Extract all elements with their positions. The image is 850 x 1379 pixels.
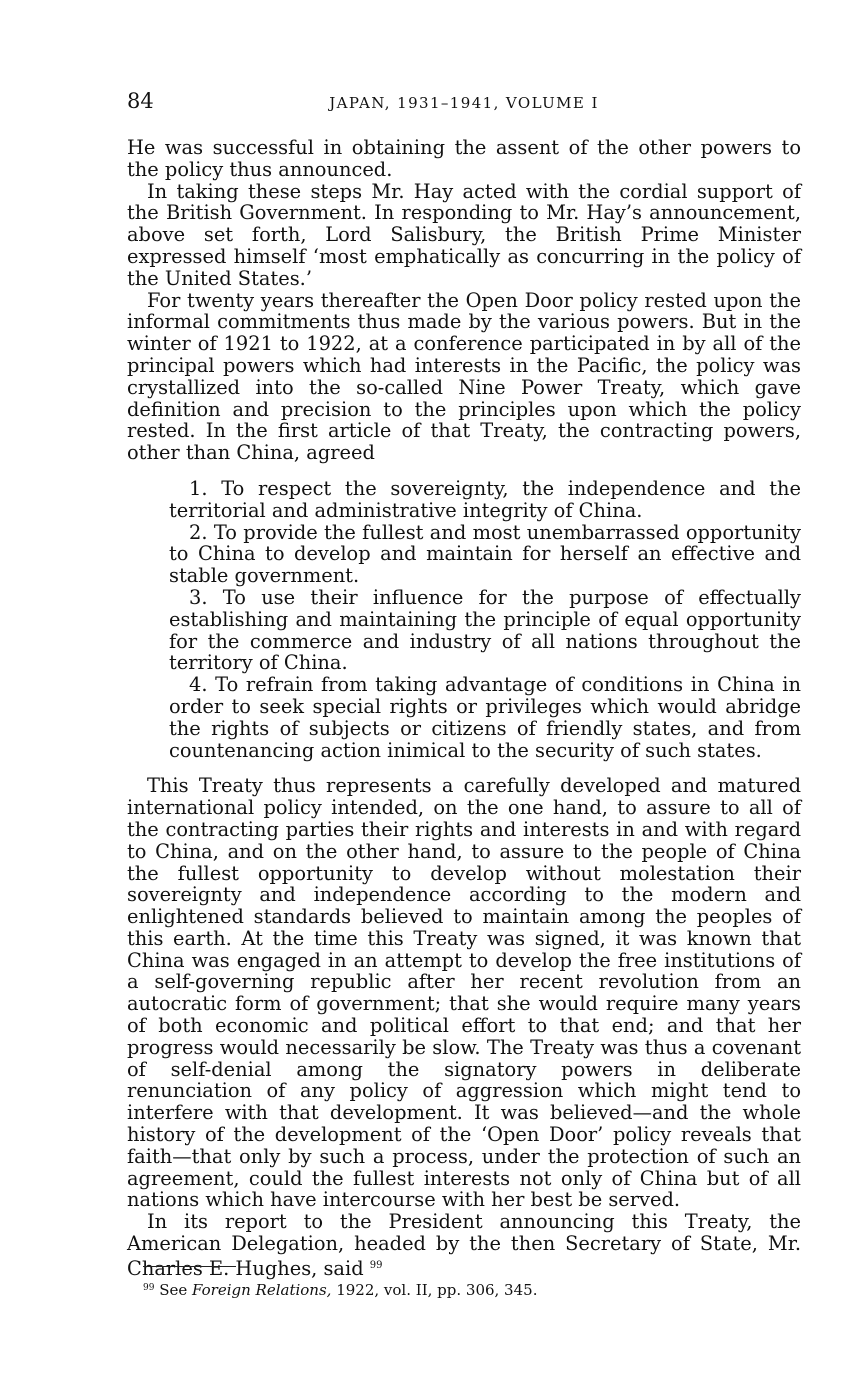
paragraph: For twenty years thereafter the Open Door policy rested upon the informal commitments thus made by the various powers. But in the winter of 1921 to 1922, at a conference participated in by all of the principal powers which had interests in the Pacific, the policy was crystallized into the so-called Nine Power Treaty, which gave definition and precision to the principles upon which the policy rested. In the first article of that Treaty, the contracting powers, other than China, agreed [127, 288, 801, 465]
paragraph [127, 1211, 801, 1279]
page-number: 84 [127, 89, 154, 113]
quote-item: 3. To use their influence for the purpose of effectually establishing and maintaining the principle of equal opportunity for the commerce and industry of all nations throughout the territory of China. [169, 585, 801, 675]
paragraph: In taking these steps Mr. Hay acted with the cordial support of the British Government. In responding to Mr. Hay’s announcement, above set forth, Lord Salisbury, the British Prime Minister expressed himself ‘most emphatically as concurring in the policy of the United States.’ [127, 179, 801, 290]
body-text [127, 137, 801, 1280]
quote-item: 2. To provide the fullest and most unembarrassed opportunity to China to develop and maintain for herself an effective and stable government. [169, 520, 801, 588]
paragraph-text: In its report to the President announcing this Treaty, the American Delegation, headed by the then Secretary of State, Mr. Charles E. Hughes, said [127, 1210, 801, 1280]
page-header [127, 89, 801, 119]
footnote-source-title: Foreign Relations, [192, 1281, 332, 1299]
quote-item: 1. To respect the sovereignty, the independence and the territorial and administrative integrity of China. [169, 476, 801, 522]
footnote-reference: 99 [369, 1259, 383, 1271]
quote-item: 4. To refrain from taking advantage of conditions in China in order to seek special rights or privileges which would abridge the rights of subjects or citizens of friendly states, and from countenancing action inimical to the security of such states. [169, 673, 801, 762]
paragraph: This Treaty thus represents a carefully developed and matured international policy intended, on the one hand, to assure to all of the contracting parties their rights and interests in and with regard to China, and on the other hand, to assure to the people of China the fullest opportunity to develop without molestation their sovereignty and independence according to the modern and enlightened standards believed to maintain among the peoples of this earth. At the time this Treaty was signed, it was known that China was engaged in an attempt to develop the free institutions of a self-governing republic after her recent revolution from an autocratic form of government; that she would require many years of both economic and political effort to that end; and that her progress would necessarily be slow. The Treaty was thus a covenant of self-denial among the signatory powers in deliberate renunciation of any policy of aggression which might tend to interfere with that development. It was believed—and the whole history of the development of the ‘Open Door’ policy reveals that faith—that only by such a process, under the protection of such an agreement, could the fullest interests not only of China but of all nations which have intercourse with her best be served. [127, 774, 801, 1212]
footnote-marker: 99 [143, 1283, 155, 1293]
footnote-prefix: See [159, 1281, 188, 1299]
treaty-article-quote [169, 478, 801, 761]
footnote [143, 1278, 793, 1300]
running-head: JAPAN, 1931–1941, VOLUME I [329, 94, 599, 112]
footnote-divider [143, 1266, 236, 1267]
paragraph: He was successful in obtaining the assent of the other powers to the policy thus announced. [127, 136, 801, 181]
footnote-citation: 1922, vol. II, pp. 306, 345. [336, 1281, 538, 1299]
